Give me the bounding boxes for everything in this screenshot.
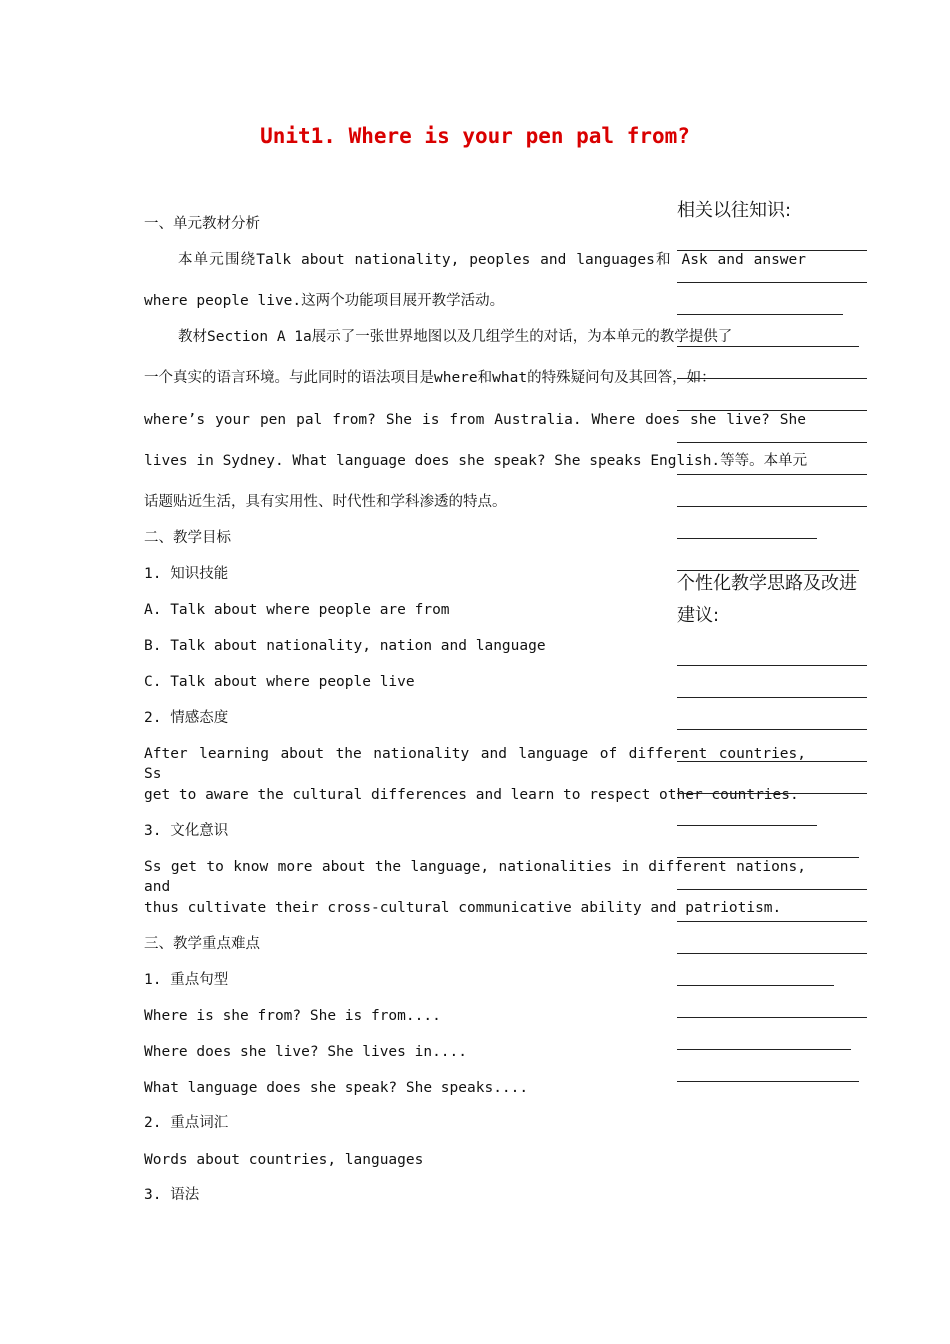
note-line — [677, 314, 843, 315]
sidebar-heading-suggestions: 个性化教学思路及改进 — [677, 573, 857, 594]
list-item: What language does she speak? She speaks.... — [144, 1080, 529, 1096]
subheading-vocabulary: 2. 重点词汇 — [144, 1115, 229, 1131]
sidebar-heading-prior-knowledge: 相关以往知识: — [677, 200, 792, 221]
subheading-culture: 3. 文化意识 — [144, 823, 229, 839]
note-line — [677, 697, 867, 698]
note-line — [677, 506, 867, 507]
paragraph-line: lives in Sydney. What language does she speak? She speaks English.等等。本单元 — [144, 453, 808, 469]
section-heading-analysis: 一、单元教材分析 — [144, 216, 260, 232]
note-line — [677, 474, 867, 475]
note-line — [677, 921, 867, 922]
subheading-grammar: 3. 语法 — [144, 1187, 200, 1203]
note-line — [677, 985, 834, 986]
note-line — [677, 793, 867, 794]
note-line — [677, 1049, 851, 1050]
paragraph-line: 教材Section A 1a展示了一张世界地图以及几组学生的对话，为本单元的教学提供了 — [178, 329, 733, 345]
paragraph-line: 一个真实的语言环境。与此同时的语法项目是where和what的特殊疑问句及其回答，如： — [144, 370, 716, 386]
paragraph-line: where people live.这两个功能项目展开教学活动。 — [144, 293, 505, 309]
subheading-attitude: 2. 情感态度 — [144, 710, 229, 726]
note-line — [677, 665, 867, 666]
subheading-knowledge-skills: 1. 知识技能 — [144, 566, 229, 582]
sidebar-heading-suggestions-cont: 建议: — [677, 605, 720, 626]
note-line — [677, 1081, 859, 1082]
paragraph-line: where’s your pen pal from? She is from Australia. Where does she live? She — [144, 412, 806, 428]
note-line — [677, 761, 867, 762]
paragraph-line: 本单元围绕Talk about nationality, peoples and languages和 Ask and answer — [178, 252, 806, 268]
note-line — [677, 825, 817, 826]
note-line — [677, 889, 867, 890]
note-line — [677, 953, 867, 954]
list-item: B. Talk about nationality, nation and language — [144, 638, 546, 654]
note-line — [677, 729, 867, 730]
paragraph-line: 话题贴近生活，具有实用性、时代性和学科渗透的特点。 — [144, 494, 507, 510]
note-line — [677, 1017, 867, 1018]
subheading-sentence-patterns: 1. 重点句型 — [144, 972, 229, 988]
paragraph-line: get to aware the cultural differences and learn to respect other countries. — [144, 787, 799, 803]
note-line — [677, 857, 859, 858]
section-heading-key-points: 三、教学重点难点 — [144, 936, 260, 952]
section-heading-goals: 二、教学目标 — [144, 530, 231, 546]
list-item: Words about countries, languages — [144, 1152, 424, 1168]
note-line — [677, 410, 867, 411]
note-line — [677, 346, 859, 347]
list-item: Where is she from? She is from.... — [144, 1008, 441, 1024]
paragraph-line: thus cultivate their cross-cultural communicative ability and patriotism. — [144, 900, 782, 916]
page-title: Unit1. Where is your pen pal from? — [260, 124, 690, 148]
note-line — [677, 282, 867, 283]
note-line — [677, 378, 867, 379]
list-item: Where does she live? She lives in.... — [144, 1044, 468, 1060]
paragraph-line: Ss get to know more about the language, nationalities in different nations, and — [144, 859, 806, 895]
list-item: A. Talk about where people are from — [144, 602, 450, 618]
note-line — [677, 250, 867, 251]
paragraph-line: After learning about the nationality and language of different countries, Ss — [144, 746, 806, 782]
note-line — [677, 538, 817, 539]
list-item: C. Talk about where people live — [144, 674, 415, 690]
note-line — [677, 442, 867, 443]
